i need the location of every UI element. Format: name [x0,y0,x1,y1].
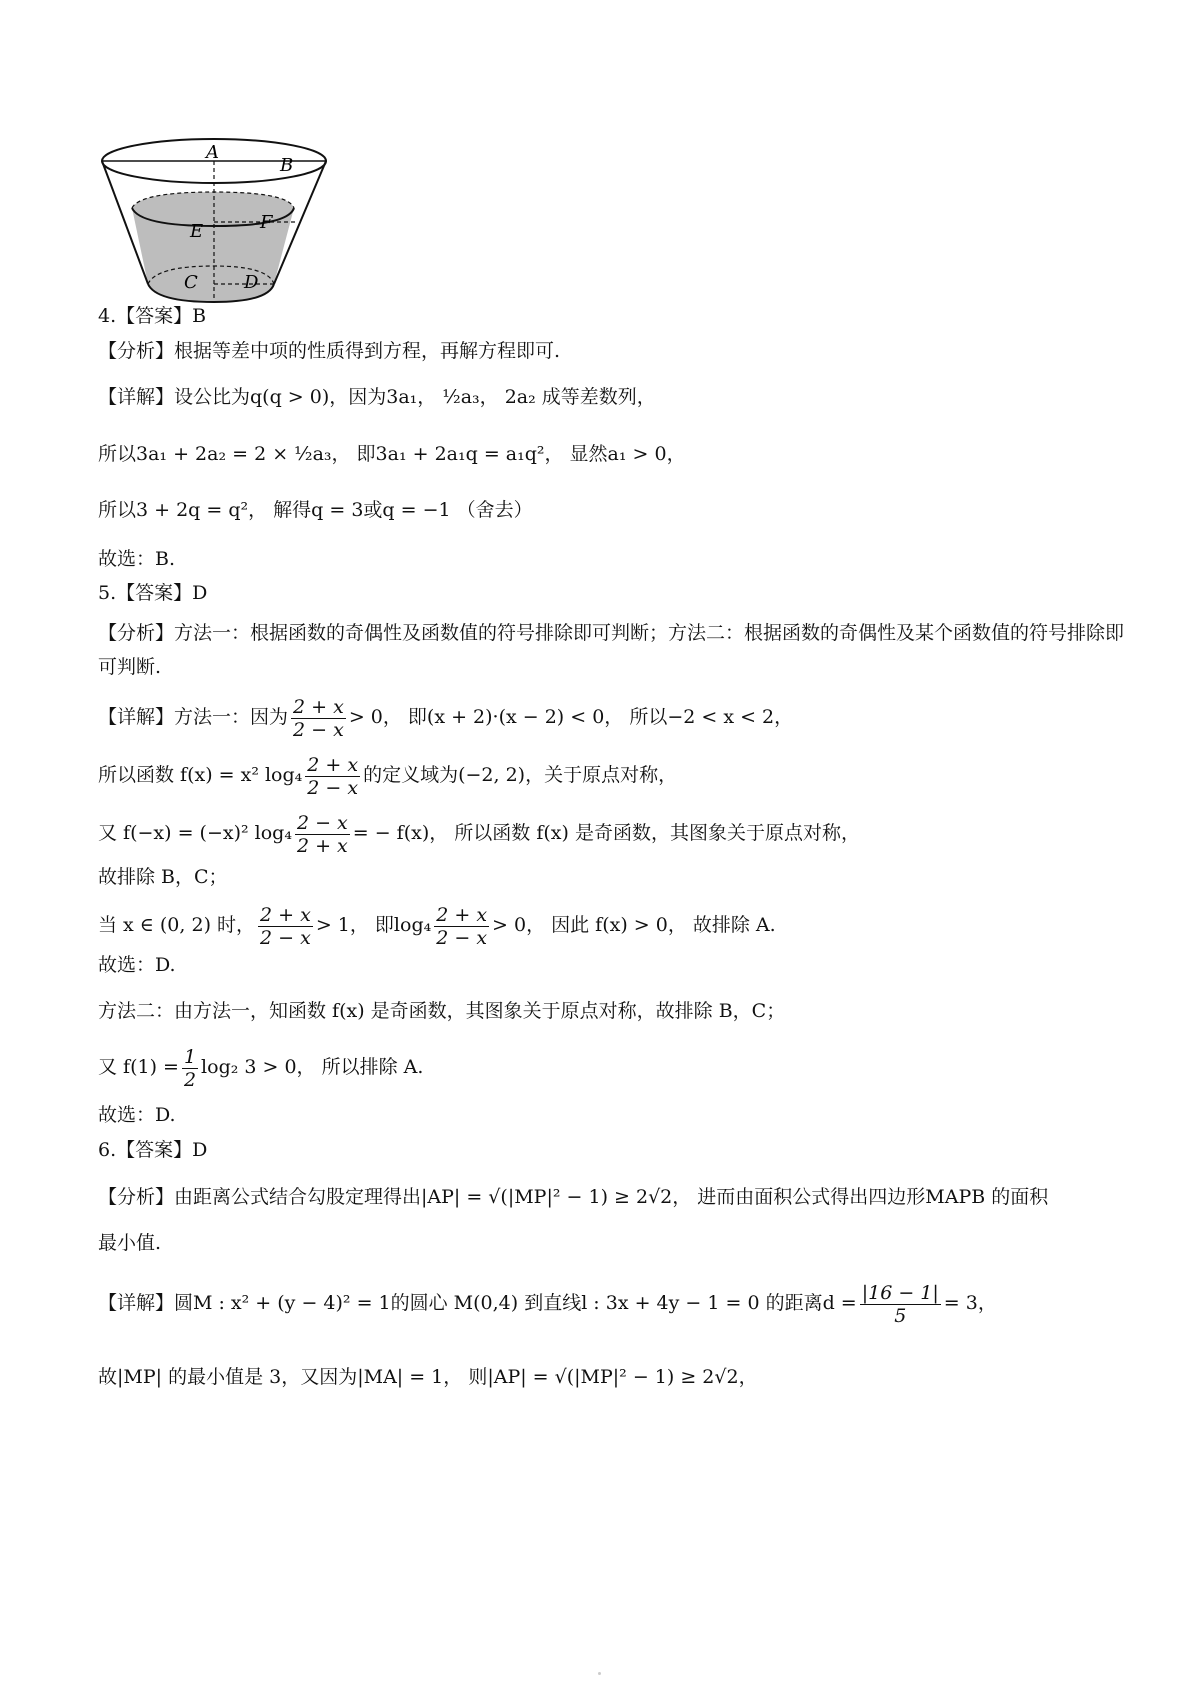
fraction-2px-over-2mx [258,904,313,949]
q5-d2-post: 的定义域为(−2, 2)，关于原点对称， [363,764,678,786]
fraction-distance [860,1282,941,1327]
fraction-2px-over-2mx [434,904,489,949]
q5-d5-post: > 0， 因此 f(x) > 0， 故排除 A. [492,914,776,936]
frac-den: 2 − x [436,926,488,949]
frac-den: 2 − x [260,926,311,949]
q6-detail-2: 故|MP| 的最小值是 3，又因为|MA| = 1， 则|AP| = √(|MP|² − 1) ≥ 2√2， [98,1366,758,1388]
frac-num: |16 − 1| [861,1281,939,1304]
q5-detail-4: 故排除 B，C； [98,866,228,888]
q6-detail-post: = 3， [943,1292,997,1314]
q5-detail-2 [98,748,1130,802]
q5-choice-2: 故选：D. [98,1104,176,1126]
q5-d1-post: > 0， 即(x + 2)·(x − 2) < 0， 所以−2 < x < 2， [348,706,794,728]
q4-detail-1: 【详解】设公比为q(q > 0)，因为3a₁， ½a₃， 2a₂ 成等差数列， [98,386,656,408]
frac-den: 2 + x [296,834,348,857]
q4-detail-2: 所以3a₁ + 2a₂ = 2 × ½a₃， 即3a₁ + 2a₁q = a₁q²， 显然a₁ > 0， [98,443,686,465]
frac-num: 1 [183,1045,197,1068]
frac-den: 2 − x [307,776,359,799]
q4-choice: 故选：B. [98,548,176,570]
q6-answer: 6.【答案】D [98,1139,208,1161]
label-D: D [244,272,259,293]
label-B: B [280,155,294,176]
label-A: A [206,142,219,163]
q5-m2-pre: 又 f(1) = [98,1056,179,1078]
frac-den: 2 − x [293,718,344,741]
q5-method2-1: 方法二：由方法一，知函数 f(x) 是奇函数，其图象关于原点对称，故排除 B，C； [98,1000,786,1022]
label-F: F [260,212,273,233]
frac-num: 2 + x [436,903,488,926]
frustum-figure [96,138,328,320]
q5-d5-mid: > 1， 即log₄ [315,914,432,936]
q5-d2-pre: 所以函数 f(x) = x² log₄ [98,764,303,786]
q6-detail-pre: 【详解】圆M : x² + (y − 4)² = 1的圆心 M(0,4) 到直线l : 3x + 4y − 1 = 0 的距离d = [98,1292,857,1314]
q6-detail-1 [98,1276,1130,1330]
q5-detail-3 [98,806,1130,860]
label-E: E [190,221,204,242]
fraction-one-half [182,1046,198,1091]
fraction-2mx-over-2px [295,812,350,857]
q5-d5-pre: 当 x ∈ (0, 2) 时， [98,914,256,936]
q5-d3-pre: 又 f(−x) = (−x)² log₄ [98,822,292,844]
q5-answer: 5.【答案】D [98,582,208,604]
frac-num: 2 + x [307,753,359,776]
fraction-2px-over-2mx [291,696,346,741]
frac-num: 2 + x [293,695,344,718]
q5-analysis: 【分析】方法一：根据函数的奇偶性及函数值的符号排除即可判断；方法二：根据函数的奇偶性及某个函数值的符号排除即可判断. [98,622,1125,678]
q5-detail-1 [98,690,1130,744]
frac-den: 5 [894,1304,907,1327]
q6-analysis-1: 【分析】由距离公式结合勾股定理得出|AP| = √(|MP|² − 1) ≥ 2√2， 进而由面积公式得出四边形MAPB 的面积 [98,1186,1049,1208]
q4-detail-3: 所以3 + 2q = q²， 解得q = 3或q = −1 （舍去） [98,499,533,521]
q5-choice-1: 故选：D. [98,954,176,976]
q4-analysis: 【分析】根据等差中项的性质得到方程，再解方程即可. [98,340,561,362]
q5-method2-2 [98,1040,1130,1094]
q5-m2-post: log₂ 3 > 0， 所以排除 A. [201,1056,424,1078]
fraction-2px-over-2mx [305,754,360,799]
q6-analysis-2: 最小值. [98,1232,162,1254]
q5-d1-pre: 【详解】方法一：因为 [98,706,289,728]
water-region [132,192,294,302]
q5-detail-5 [98,898,1130,952]
frac-num: 2 − x [296,811,348,834]
label-C: C [184,272,198,293]
frac-den: 2 [183,1068,197,1091]
q5-d3-post: = − f(x)， 所以函数 f(x) 是奇函数，其图象关于原点对称， [352,822,860,844]
frac-num: 2 + x [260,903,311,926]
footer-mark [598,1672,601,1675]
q4-answer: 4.【答案】B [98,305,207,327]
